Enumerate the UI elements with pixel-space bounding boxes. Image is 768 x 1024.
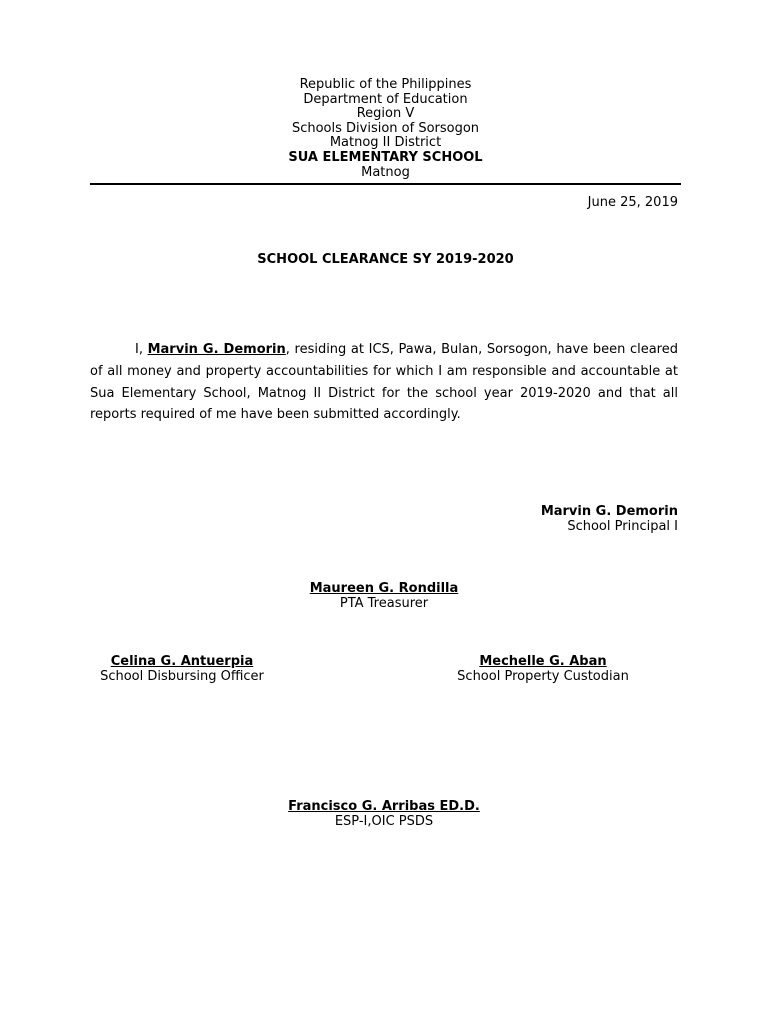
- property-custodian-name: Mechelle G. Aban: [479, 654, 607, 669]
- header-town: Matnog: [361, 164, 410, 180]
- psds-name: Francisco G. Arribas ED.D.: [288, 799, 480, 814]
- statement-prefix: I,: [135, 342, 148, 357]
- statement-text: , residing at ICS, Pawa, Bulan, Sorsogon, have been cleared of all money and property accountabilities for which I am responsible and accountable at Sua Elementary School, Matnog II District for the school year 2019-2020 and that all reports required of me have been submitted accordingly.: [90, 342, 678, 423]
- signatory-principal: [541, 504, 678, 534]
- signatory-psds: [234, 799, 534, 829]
- header-department: Department of Education: [303, 91, 468, 107]
- header-republic: Republic of the Philippines: [299, 77, 472, 92]
- header-division: Schools Division of Sorsogon: [291, 120, 480, 136]
- header-region: Region V: [356, 106, 415, 122]
- letterhead: [90, 78, 681, 180]
- clearance-statement: [90, 339, 678, 426]
- signatory-property-custodian: [393, 654, 693, 684]
- header-school-name: SUA ELEMENTARY SCHOOL: [288, 149, 483, 165]
- psds-position: ESP-I,OIC PSDS: [334, 814, 434, 829]
- document-title: SCHOOL CLEARANCE SY 2019-2020: [257, 252, 514, 267]
- property-custodian-position: School Property Custodian: [457, 669, 629, 684]
- header-divider: [90, 183, 681, 185]
- disbursing-officer-name: Celina G. Antuerpia: [110, 654, 254, 669]
- signatory-pta-treasurer: [234, 581, 534, 611]
- document-date: June 25, 2019: [587, 195, 678, 210]
- statement-name: Marvin G. Demorin: [147, 342, 286, 357]
- header-district: Matnog II District: [329, 135, 442, 151]
- pta-treasurer-name: Maureen G. Rondilla: [309, 581, 459, 596]
- disbursing-officer-position: School Disbursing Officer: [100, 669, 264, 684]
- pta-treasurer-position: PTA Treasurer: [339, 596, 429, 611]
- signatory-disbursing-officer: [32, 654, 332, 684]
- principal-name: Marvin G. Demorin: [540, 504, 678, 519]
- principal-position: School Principal I: [567, 519, 678, 534]
